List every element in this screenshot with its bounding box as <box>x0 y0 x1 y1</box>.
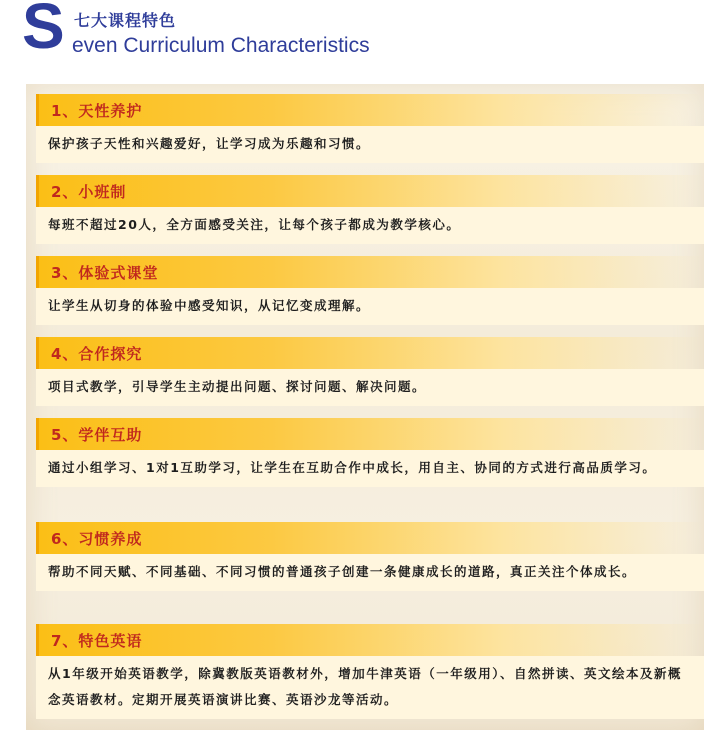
feature-card-title-text: 1、天性养护 <box>51 102 143 120</box>
section-header <box>22 2 542 66</box>
header-title-english: even Curriculum Characteristics <box>72 34 370 57</box>
feature-card-4 <box>36 337 704 406</box>
feature-card-title-text: 7、特色英语 <box>51 632 143 650</box>
feature-card-body: 保护孩子天性和兴趣爱好，让学习成为乐趣和习惯。 <box>36 126 704 163</box>
feature-card-2 <box>36 175 704 244</box>
feature-card-title <box>36 337 704 369</box>
feature-card-title-text: 2、小班制 <box>51 183 127 201</box>
header-title-chinese: 七大课程特色 <box>74 11 177 30</box>
feature-card-title <box>36 418 704 450</box>
feature-card-title <box>36 256 704 288</box>
feature-card-body: 项目式教学，引导学生主动提出问题、探讨问题、解决问题。 <box>36 369 704 406</box>
feature-card-title <box>36 624 704 656</box>
feature-card-3 <box>36 256 704 325</box>
feature-card-body: 通过小组学习、1对1互助学习，让学生在互助合作中成长，用自主、协同的方式进行高品质学习。 <box>36 450 704 487</box>
feature-card-body: 帮助不同天赋、不同基础、不同习惯的普通孩子创建一条健康成长的道路，真正关注个体成长。 <box>36 554 704 591</box>
feature-card-title <box>36 522 704 554</box>
feature-card-title-text: 3、体验式课堂 <box>51 264 159 282</box>
feature-card-body: 从1年级开始英语教学，除冀教版英语教材外，增加牛津英语（一年级用）、自然拼读、英文绘本及新概念英语教材。定期开展英语演讲比赛、英语沙龙等活动。 <box>36 656 704 719</box>
feature-card-1 <box>36 94 704 163</box>
feature-card-title <box>36 94 704 126</box>
header-initial-letter: S <box>22 0 65 62</box>
feature-card-7 <box>36 624 704 719</box>
feature-card-title <box>36 175 704 207</box>
feature-card-title-text: 4、合作探究 <box>51 345 143 363</box>
feature-card-5 <box>36 418 704 487</box>
feature-card-6 <box>36 522 704 591</box>
feature-card-body: 让学生从切身的体验中感受知识，从记忆变成理解。 <box>36 288 704 325</box>
feature-card-title-text: 5、学伴互助 <box>51 426 143 444</box>
feature-card-title-text: 6、习惯养成 <box>51 530 143 548</box>
feature-card-body: 每班不超过20人，全方面感受关注，让每个孩子都成为教学核心。 <box>36 207 704 244</box>
